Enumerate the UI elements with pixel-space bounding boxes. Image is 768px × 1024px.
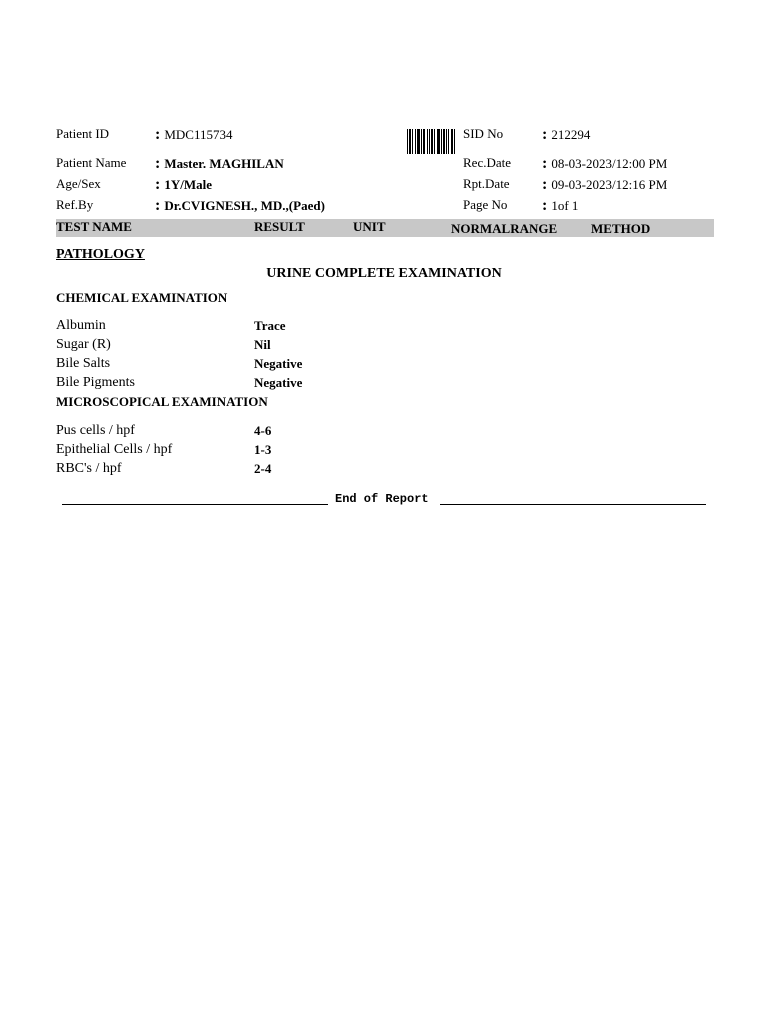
department-heading: PATHOLOGY	[56, 247, 145, 262]
test-result: 4-6	[254, 423, 272, 438]
patient-name-value: Master. MAGHILAN	[164, 156, 284, 171]
section-heading: CHEMICAL EXAMINATION	[56, 290, 228, 305]
header-normal-range: NORMALRANGE	[451, 221, 558, 236]
header-result: RESULT	[254, 219, 305, 234]
patient-name-label: Patient Name	[56, 155, 127, 170]
test-result: Trace	[254, 318, 286, 333]
end-of-report: End of Report	[335, 492, 429, 506]
ref-by-field	[155, 197, 325, 215]
age-sex-field	[155, 176, 212, 194]
header-unit: UNIT	[353, 219, 386, 234]
test-name: Albumin	[56, 318, 106, 333]
test-result: Negative	[254, 375, 303, 390]
colon: :	[542, 155, 548, 172]
page-no-field	[542, 197, 578, 215]
rec-date-label: Rec.Date	[463, 155, 512, 170]
colon: :	[542, 126, 548, 143]
patient-name-field	[155, 155, 284, 173]
test-result: Negative	[254, 356, 303, 371]
page-no-label: Page No	[463, 197, 508, 212]
rec-date-value: 08-03-2023/12:00 PM	[551, 156, 668, 171]
header-method: METHOD	[591, 221, 651, 236]
test-name: Bile Pigments	[56, 375, 135, 390]
test-name: RBC's / hpf	[56, 461, 122, 476]
report-title: URINE COMPLETE EXAMINATION	[266, 266, 502, 281]
colon: :	[542, 197, 548, 214]
section-heading: MICROSCOPICAL EXAMINATION	[56, 394, 268, 409]
test-name: Pus cells / hpf	[56, 423, 135, 438]
test-name: Epithelial Cells / hpf	[56, 442, 173, 457]
rec-date-field	[542, 155, 667, 173]
test-name: Bile Salts	[56, 356, 111, 371]
sid-value: 212294	[551, 127, 591, 142]
test-result: 1-3	[254, 442, 272, 457]
patient-id-value: MDC115734	[164, 127, 233, 142]
test-name: Sugar (R)	[56, 337, 111, 352]
ref-by-label: Ref.By	[56, 197, 94, 212]
patient-id-label: Patient ID	[56, 126, 110, 141]
header-test-name: TEST NAME	[56, 219, 132, 234]
colon: :	[155, 126, 161, 143]
ref-by-value: Dr.CVIGNESH., MD.,(Paed)	[164, 198, 325, 213]
rpt-date-label: Rpt.Date	[463, 176, 510, 191]
rpt-date-value: 09-03-2023/12:16 PM	[551, 177, 668, 192]
page-no-value: 1of 1	[551, 198, 579, 213]
age-sex-value: 1Y/Male	[164, 177, 212, 192]
colon: :	[542, 176, 548, 193]
rpt-date-field	[542, 176, 667, 194]
patient-id-field	[155, 126, 232, 144]
age-sex-label: Age/Sex	[56, 176, 101, 191]
footer-rule-right	[440, 504, 706, 505]
barcode-image	[407, 129, 456, 154]
test-result: Nil	[254, 337, 271, 352]
test-result: 2-4	[254, 461, 272, 476]
colon: :	[155, 155, 161, 172]
sid-label: SID No	[463, 126, 504, 141]
footer-rule-left	[62, 504, 328, 505]
colon: :	[155, 176, 161, 193]
sid-field	[542, 126, 590, 144]
colon: :	[155, 197, 161, 214]
table-header-bar	[56, 219, 714, 237]
